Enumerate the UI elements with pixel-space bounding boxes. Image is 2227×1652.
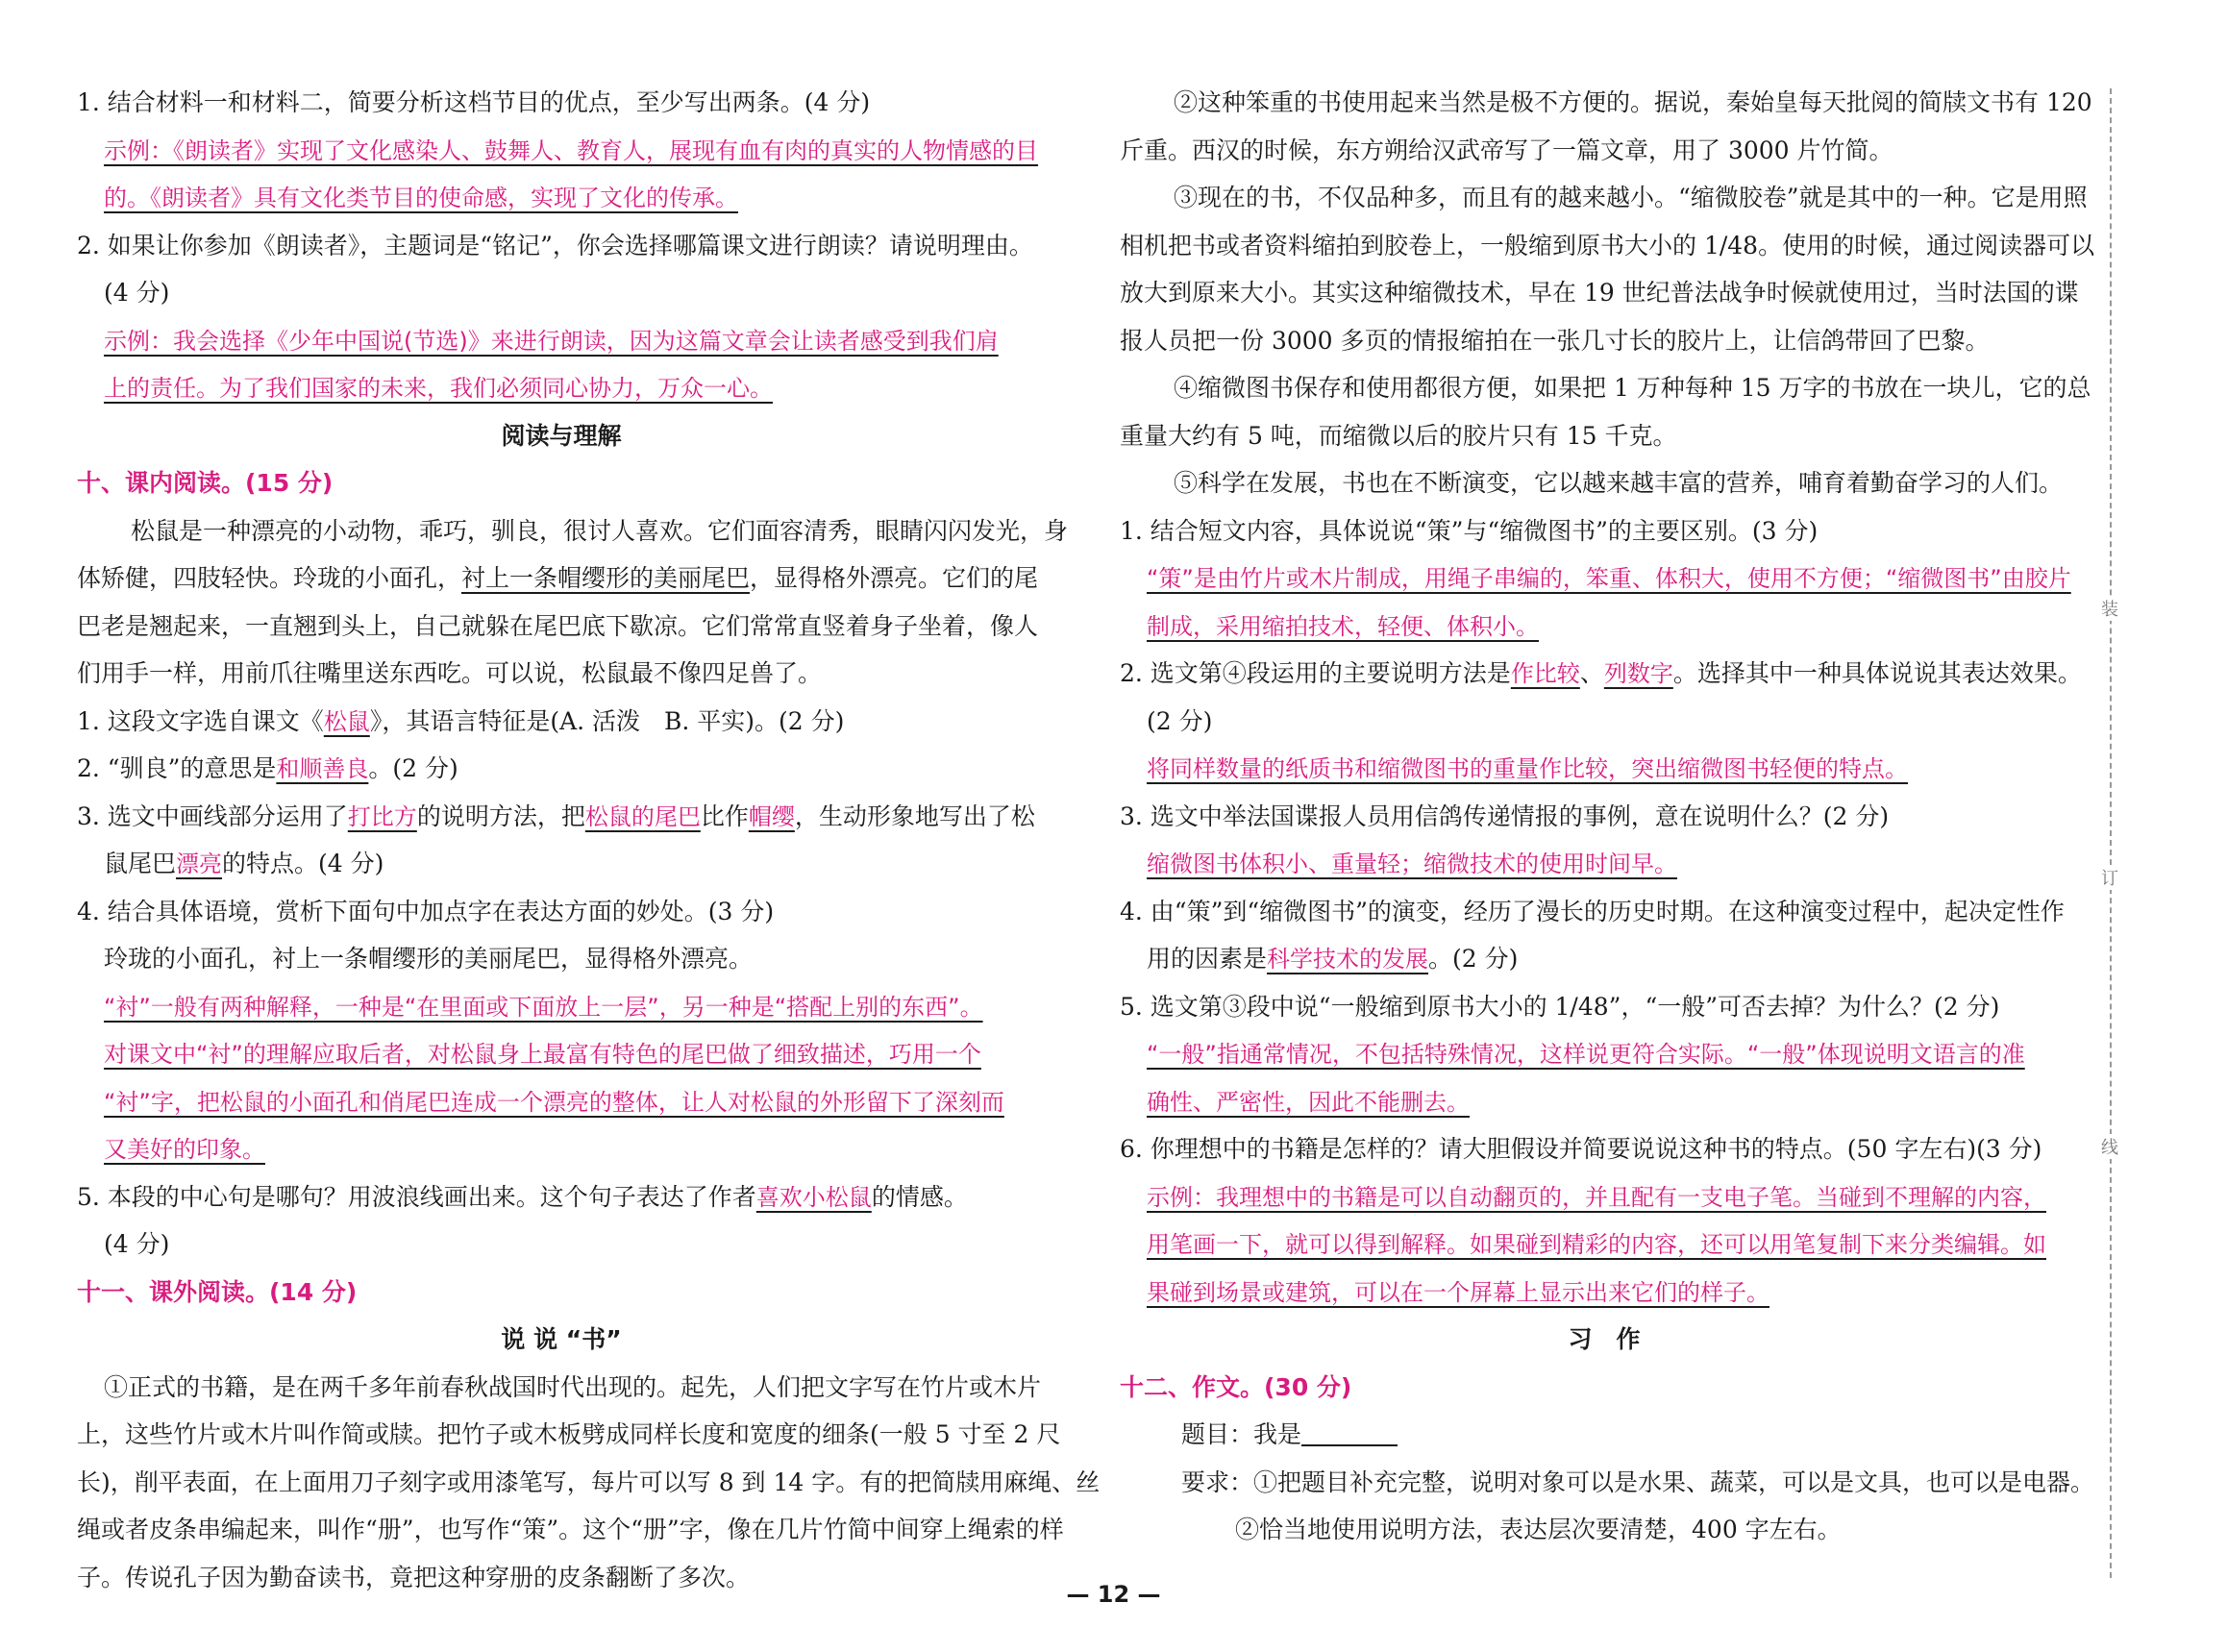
answer-lesson-name: 松鼠 xyxy=(323,707,370,735)
extra-q2: 2. 选文第④段运用的主要说明方法是作比较、列数字。选择其中一种具体说说其表达效果。 xyxy=(1120,659,2082,687)
reading-q4-sentence: 玲珑的小面孔，衬上一条帽缨形的美丽尾巴，显得格外漂亮。 xyxy=(104,945,754,973)
article-p4-line-2: 重量大约有 5 吨，而缩微以后的胶片只有 15 千克。 xyxy=(1120,421,1677,450)
extra-answer-5-line-1: “一般”指通常情况，不包括特殊情况，这样说更符合实际。“一般”体现说明文语言的准 xyxy=(1147,1041,2025,1068)
binding-char-2: 订 xyxy=(2098,865,2121,890)
answer-4-line-3: “衬”字，把松鼠的小面孔和俏尾巴连成一个漂亮的整体，让人对松鼠的外形留下了深刻而 xyxy=(104,1088,1004,1116)
extra-q3: 3. 选文中举法国谍报人员用信鸽传递情报的事例，意在说明什么？(2 分) xyxy=(1120,801,1890,830)
extra-answer-3: 缩微图书体积小、重量轻；缩微技术的使用时间早。 xyxy=(1147,851,1677,877)
right-column xyxy=(1120,79,2095,1554)
binding-char-1: 装 xyxy=(2098,596,2121,621)
answer-compare: 帽缨 xyxy=(748,802,795,830)
article-p3-line-3: 放大到原来大小。其实这种缩微技术，早在 19 世纪普法战争时候就使用过，当时法国的谍 xyxy=(1120,279,2079,307)
article-p3-line-1: ③现在的书，不仅品种多，而且有的越来越小。“缩微胶卷”就是其中的一种。它是用照 xyxy=(1174,184,2088,211)
article-p1-line-3: 长)，削平表面，在上面用刀子刻字或用漆笔写，每片可以写 8 到 14 字。有的把简牍用麻绳、丝 xyxy=(77,1467,1101,1496)
extra-q4-line-2: 用的因素是科学技术的发展。(2 分) xyxy=(1147,945,1519,973)
question-1: 1. 结合材料一和材料二，简要分析这档节目的优点，至少写出两条。(4 分) xyxy=(77,88,871,116)
answer-object: 松鼠的尾巴 xyxy=(584,802,701,830)
answer-method-compare: 作比较 xyxy=(1510,660,1580,687)
passage-line-4: 们用手一样，用前爪往嘴里送东西吃。可以说，松鼠最不像四足兽了。 xyxy=(77,659,823,687)
article-p1-line-5: 子。传说孔子因为勤奋读书，竟把这种穿册的皮条翻断了多次。 xyxy=(77,1563,751,1591)
reading-q2: 2. “驯良”的意思是和顺善良。(2 分) xyxy=(77,754,458,782)
answer-4-line-1: “衬”一般有两种解释，一种是“在里面或下面放上一层”，另一种是“搭配上别的东西”。 xyxy=(104,993,983,1021)
writing-title-line: 题目：我是 xyxy=(1120,1411,2089,1459)
reading-q3-cont: 鼠尾巴漂亮的特点。(4 分) xyxy=(104,850,384,877)
extra-answer-6-line-2: 用笔画一下，就可以得到解释。如果碰到精彩的内容，还可以用笔复制下来分类编辑。如 xyxy=(1147,1231,2046,1258)
extra-answer-1-line-1: “策”是由竹片或木片制成，用绳子串编的，笨重、体积大，使用不方便；“缩微图书”由胶片 xyxy=(1147,565,2071,592)
answer-4-line-2: 对课文中“衬”的理解应取后者，对松鼠身上最富有特色的尾巴做了细致描述，巧用一个 xyxy=(104,1041,981,1068)
heading-writing: 习 作 xyxy=(1568,1325,1641,1353)
extra-answer-5-line-2: 确性、严密性，因此不能删去。 xyxy=(1147,1088,1470,1116)
question-2-points: (4 分) xyxy=(104,279,170,307)
page-number: — 12 — xyxy=(1066,1581,1161,1608)
answer-2-line-2: 上的责任。为了我们国家的未来，我们必须同心协力，万众一心。 xyxy=(104,375,773,402)
article-title: 说 说 “书” xyxy=(501,1325,622,1353)
section-12-title: 十二、作文。(30 分) xyxy=(1120,1372,1352,1401)
passage-line-2: 体矫健，四肢轻快。玲珑的小面孔，衬上一条帽缨形的美丽尾巴，显得格外漂亮。它们的尾 xyxy=(77,564,1039,592)
reading-q4: 4. 结合具体语境，赏析下面句中加点字在表达方面的妙处。(3 分) xyxy=(77,897,775,925)
answer-1-line-1: 示例：《朗读者》实现了文化感染人、鼓舞人、教育人，展现有血有肉的真实的人物情感的目 xyxy=(104,136,1038,164)
article-p3-line-2: 相机把书或者资料缩拍到胶卷上，一般缩到原书大小的 1/48。使用的时候，通过阅读器可以 xyxy=(1120,231,2095,259)
extra-answer-6-line-1: 示例：我理想中的书籍是可以自动翻页的，并且配有一支电子笔。当碰到不理解的内容， xyxy=(1147,1183,2046,1211)
binding-dashed-line xyxy=(2110,88,2112,1578)
section-11-title: 十一、课外阅读。(14 分) xyxy=(77,1277,358,1306)
section-10-title: 十、课内阅读。(15 分) xyxy=(77,469,334,497)
binding-char-3: 线 xyxy=(2098,1134,2121,1159)
extra-q6: 6. 你理想中的书籍是怎样的？请大胆假设并简要说说这种书的特点。(50 字左右)(3 分) xyxy=(1120,1135,2042,1163)
article-p1-line-2: 上，这些竹片或木片叫作简或牍。把竹子或木板劈成同样长度和宽度的细条(一般 5 寸至 2 尺 xyxy=(77,1420,1061,1448)
extra-q1: 1. 结合短文内容，具体说说“策”与“缩微图书”的主要区别。(3 分) xyxy=(1120,516,1819,545)
question-2: 2. 如果让你参加《朗读者》，主题词是“铭记”，你会选择哪篇课文进行朗读？请说明理由。 xyxy=(77,231,1033,259)
extra-q4-line-1: 4. 由“策”到“缩微图书”的演变，经历了漫长的历史时期。在这种演变过程中，起决定性作 xyxy=(1120,897,2065,925)
underlined-sentence: 衬上一条帽缨形的美丽尾巴 xyxy=(461,564,751,592)
heading-reading: 阅读与理解 xyxy=(501,421,622,450)
answer-feature: 漂亮 xyxy=(176,851,223,877)
article-p2-line-1: ②这种笨重的书使用起来当然是极不方便的。据说，秦始皇每天批阅的简牍文书有 120 xyxy=(1174,88,2092,116)
extra-answer-1-line-2: 制成，采用缩拍技术，轻便、体积小。 xyxy=(1147,612,1539,640)
answer-meaning: 和顺善良 xyxy=(276,755,369,782)
writing-requirement-2: ②恰当地使用说明方法，表达层次要清楚，400 字左右。 xyxy=(1235,1516,1842,1543)
article-p1-line-4: 绳或者皮条串编起来，叫作“册”，也写作“策”。这个“册”字，像在几片竹简中间穿上绳索的样 xyxy=(77,1516,1064,1543)
reading-q1: 1. 这段文字选自课文《松鼠》，其语言特征是(A. 活泼 B. 平实)。(2 分) xyxy=(77,706,845,735)
extra-answer-6-line-3: 果碰到场景或建筑，可以在一个屏幕上显示出来它们的样子。 xyxy=(1147,1278,1769,1306)
answer-2-line-1: 示例：我会选择《少年中国说(节选)》来进行朗读，因为这篇文章会让读者感受到我们肩 xyxy=(104,327,999,355)
article-p4-line-1: ④缩微图书保存和使用都很方便，如果把 1 万种每种 15 万字的书放在一块儿，它的总 xyxy=(1174,374,2091,402)
answer-factor: 科学技术的发展 xyxy=(1267,946,1429,973)
extra-q2-points: (2 分) xyxy=(1147,706,1213,735)
article-p3-line-4: 报人员把一份 3000 多页的情报缩拍在一张几寸长的胶片上，让信鸽带回了巴黎。 xyxy=(1120,326,1990,355)
article-p5-line-1: ⑤科学在发展，书也在不断演变，它以越来越丰富的营养，哺育着勤奋学习的人们。 xyxy=(1174,469,2064,497)
article-p2-line-2: 斤重。西汉的时候，东方朔给汉武帝写了一篇文章，用了 3000 片竹简。 xyxy=(1120,136,1893,164)
passage-line-1: 松鼠是一种漂亮的小动物，乖巧，驯良，很讨人喜欢。它们面容清秀，眼睛闪闪发光，身 xyxy=(131,516,1069,545)
reading-q5: 5. 本段的中心句是哪句？用波浪线画出来。这个句子表达了作者喜欢小松鼠的情感。 xyxy=(77,1182,968,1211)
answer-method: 打比方 xyxy=(347,802,417,830)
extra-q5: 5. 选文第③段中说“一般缩到原书大小的 1/48”，“一般”可否去掉？为什么？(2 分) xyxy=(1120,992,2000,1021)
passage-line-3: 巴老是翘起来，一直翘到头上，自己就躲在尾巴底下歇凉。它们常常直竖着身子坐着，像人 xyxy=(77,611,1039,640)
title-blank xyxy=(1301,1419,1398,1446)
answer-1-line-2: 的。《朗读者》具有文化类节目的使命感，实现了文化的传承。 xyxy=(104,185,738,211)
reading-q5-points: (4 分) xyxy=(104,1230,170,1258)
extra-answer-2: 将同样数量的纸质书和缩微图书的重量作比较，突出缩微图书轻便的特点。 xyxy=(1147,755,1908,782)
answer-4-line-4: 又美好的印象。 xyxy=(104,1136,265,1163)
answer-emotion: 喜欢小松鼠 xyxy=(755,1183,872,1211)
article-p1-line-1: ①正式的书籍，是在两千多年前春秋战国时代出现的。起先，人们把文字写在竹片或木片 xyxy=(104,1372,1042,1401)
reading-q3: 3. 选文中画线部分运用了打比方的说明方法，把松鼠的尾巴比作帽缨，生动形象地写出了松 xyxy=(77,801,1035,830)
left-column xyxy=(77,79,1101,1601)
answer-method-numbers: 列数字 xyxy=(1603,660,1673,687)
writing-requirement-1: 要求：①把题目补充完整，说明对象可以是水果、蔬菜，可以是文具，也可以是电器。 xyxy=(1181,1467,2095,1496)
